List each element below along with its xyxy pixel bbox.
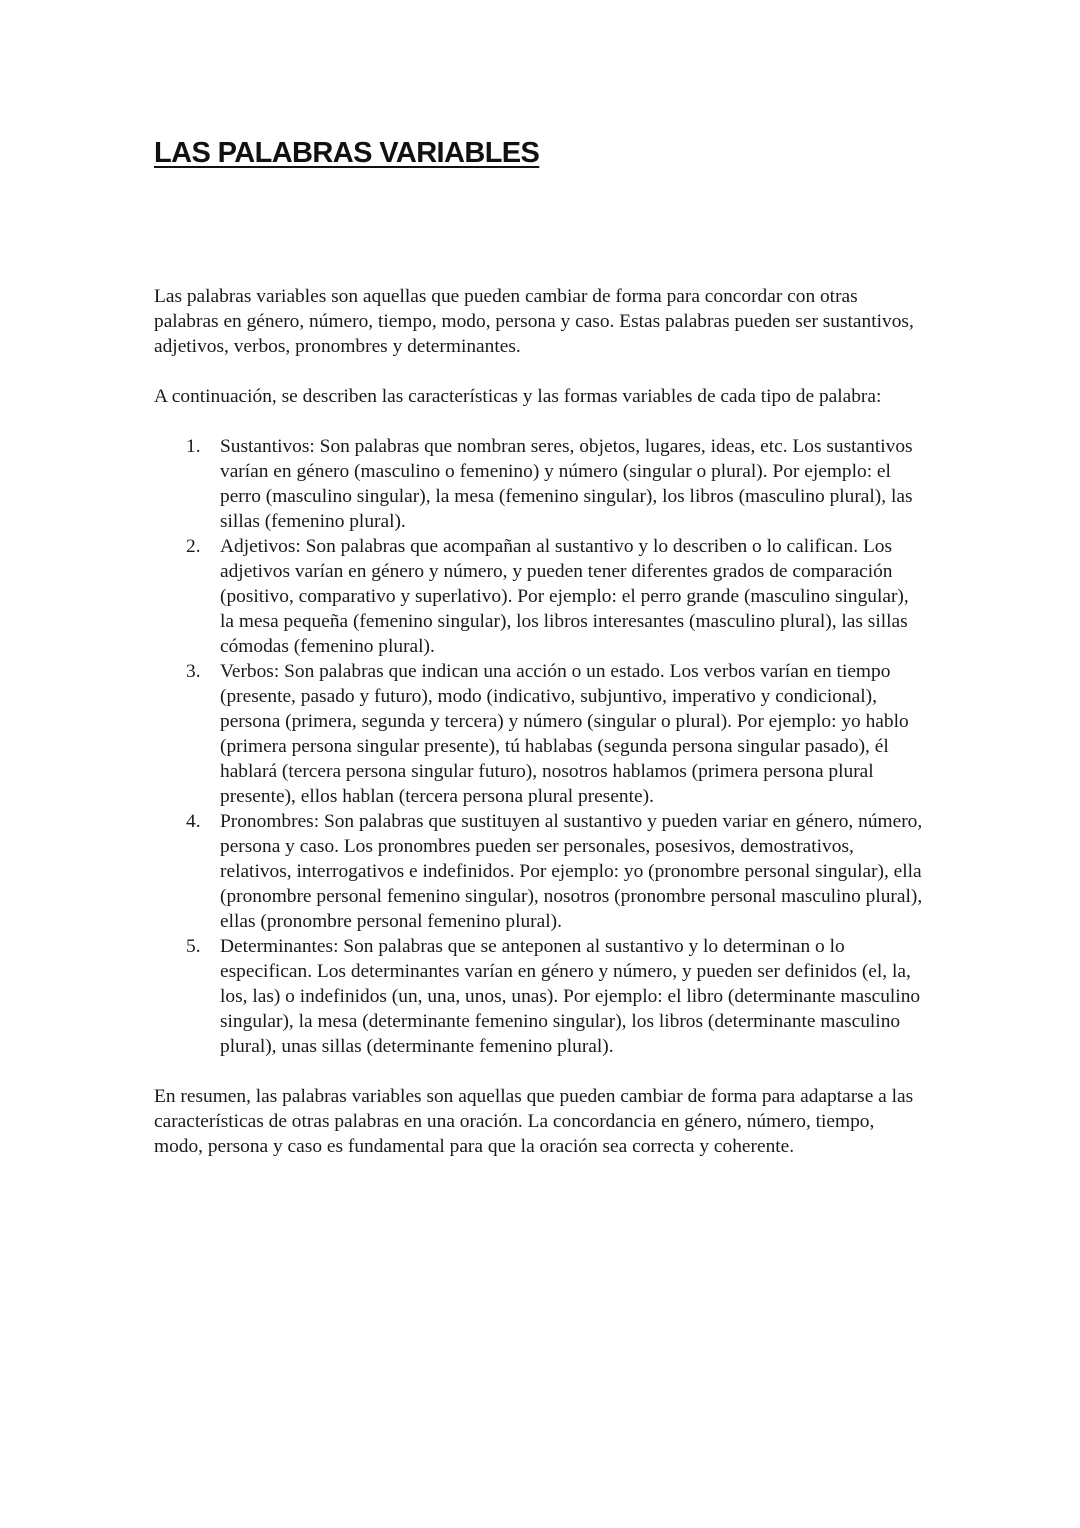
- list-item-text: Sustantivos: Son palabras que nombran seres, objetos, lugares, ideas, etc. Los sustantivos varían en género (masculino o femenino) y número (singular o plural). Por ejemplo: el perro (masculino singular), la mesa (femenino singular), los libros (masculino plural), las sillas (femenino plural).: [220, 436, 913, 532]
- list-item-number: 3.: [186, 661, 201, 682]
- list-item-number: 1.: [186, 436, 201, 457]
- list-item-text: Adjetivos: Son palabras que acompañan al sustantivo y lo describen o lo califican. Los adjetivos varían en género y número, y pueden tener diferentes grados de comparación (positivo, comparativo y superlativo). Por ejemplo: el perro grande (masculino singular), la mesa pequeña (femenino singular), los libros interesantes (masculino plural), las sillas cómodas (femenino plural).: [220, 536, 909, 657]
- intro-paragraph: Las palabras variables son aquellas que pueden cambiar de forma para concordar con otras palabras en género, número, tiempo, modo, persona y caso. Estas palabras pueden ser sustantivos, adjetivos, verbos, pronombres y determinantes.: [154, 286, 914, 357]
- list-item-pronombres: [154, 809, 926, 934]
- word-types-list: [154, 434, 926, 1059]
- list-item-number: 5.: [186, 936, 201, 957]
- list-item-text: Determinantes: Son palabras que se anteponen al sustantivo y lo determinan o lo especifican. Los determinantes varían en género y número, y pueden ser definidos (el, la, los, las) o indefinidos (un, una, unos, unas). Por ejemplo: el libro (determinante masculino singular), la mesa (determinante femenino singular), los libros (determinante masculino plural), unas sillas (determinante femenino plural).: [220, 936, 921, 1057]
- list-item-number: 2.: [186, 536, 201, 557]
- list-item-text: Verbos: Son palabras que indican una acción o un estado. Los verbos varían en tiempo (presente, pasado y futuro), modo (indicativo, subjuntivo, imperativo y condicional), persona (primera, segunda y tercera) y número (singular o plural). Por ejemplo: yo hablo (primera persona singular presente), tú hablabas (segunda persona singular pasado), él hablará (tercera persona singular futuro), nosotros hablamos (primera persona plural presente), ellos hablan (tercera persona plural presente).: [220, 661, 909, 807]
- list-item-text: Pronombres: Son palabras que sustituyen al sustantivo y pueden variar en género, número, persona y caso. Los pronombres pueden ser personales, posesivos, demostrativos, relativos, interrogativos e indefinidos. Por ejemplo: yo (pronombre personal singular), ella (pronombre personal femenino singular), nosotros (pronombre personal masculino plural), ellas (pronombre personal femenino plural).: [220, 811, 923, 932]
- list-item-verbos: [154, 659, 926, 809]
- document-body: [154, 284, 926, 1184]
- page-title: LAS PALABRAS VARIABLES: [154, 137, 540, 169]
- list-item-sustantivos: [154, 434, 926, 534]
- conclusion-paragraph: En resumen, las palabras variables son aquellas que pueden cambiar de forma para adaptarse a las características de otras palabras en una oración. La concordancia en género, número, tiempo, modo, persona y caso es fundamental para que la oración sea correcta y coherente.: [154, 1086, 914, 1157]
- list-item-number: 4.: [186, 811, 201, 832]
- list-item-determinantes: [154, 934, 926, 1059]
- list-item-adjetivos: [154, 534, 926, 659]
- lead-paragraph: A continuación, se describen las características y las formas variables de cada tipo de palabra:: [154, 386, 882, 407]
